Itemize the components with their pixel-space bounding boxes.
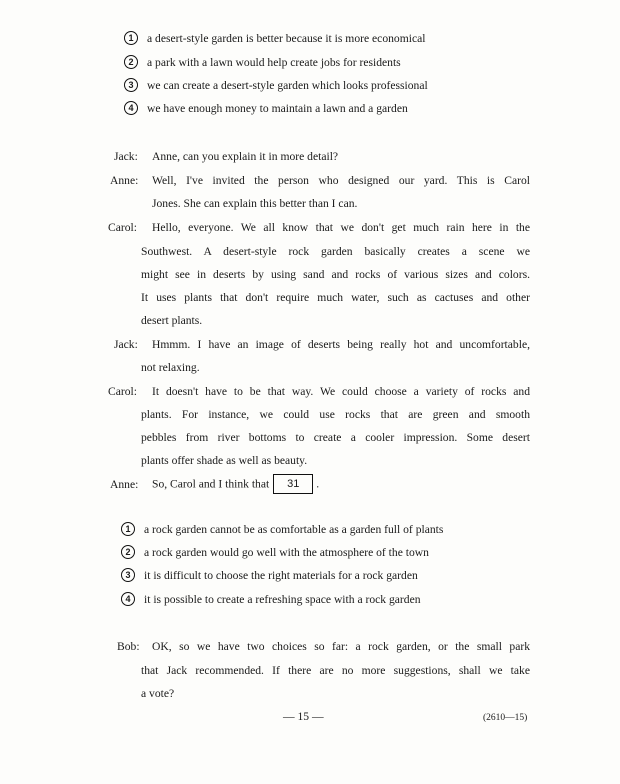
- option-text: a desert-style garden is better because it is more economical: [147, 32, 426, 45]
- option-number-icon: 2: [121, 545, 135, 559]
- dialogue-line: It uses plants that don't require much water, such as cactuses and other: [141, 291, 530, 304]
- option-number-icon: 3: [124, 78, 138, 92]
- speaker-carol: Carol:: [108, 385, 137, 398]
- dialogue-line: desert plants.: [141, 314, 203, 327]
- dialogue-line: Hello, everyone. We all know that we don't get much rain here in the: [152, 221, 530, 234]
- q31-option-3[interactable]: [121, 569, 418, 583]
- q31-option-4[interactable]: [121, 593, 421, 607]
- option-text: it is difficult to choose the right materials for a rock garden: [144, 569, 418, 582]
- dialogue-line: Jones. She can explain this better than I can.: [152, 197, 358, 210]
- dialogue-line: Well, I've invited the person who designed our yard. This is Carol: [152, 174, 530, 187]
- dialogue-line: pebbles from river bottoms to create a cooler impression. Some desert: [141, 431, 530, 444]
- q31-option-2[interactable]: [121, 546, 429, 560]
- dialogue-line: OK, so we have two choices so far: a rock garden, or the small park: [152, 640, 530, 653]
- option-number-icon: 4: [121, 592, 135, 606]
- dialogue-line: Southwest. A desert-style rock garden basically creates a scene we: [141, 245, 530, 258]
- option-number-icon: 2: [124, 55, 138, 69]
- dialogue-line: a vote?: [141, 687, 175, 700]
- dialogue-line: that Jack recommended. If there are no more suggestions, shall we take: [141, 664, 530, 677]
- dialogue-line: Anne, can you explain it in more detail?: [152, 150, 339, 163]
- speaker-anne: Anne:: [110, 478, 139, 491]
- dialogue-text-end: .: [316, 477, 320, 491]
- answer-blank-31[interactable]: 31: [273, 474, 313, 494]
- q30-option-4[interactable]: [124, 102, 408, 116]
- dialogue-line: plants. For instance, we could use rocks that are green and smooth: [141, 408, 530, 421]
- option-text: a rock garden would go well with the atmosphere of the town: [144, 546, 429, 559]
- option-number-icon: 4: [124, 101, 138, 115]
- option-text: we have enough money to maintain a lawn and a garden: [147, 102, 408, 115]
- speaker-jack: Jack:: [114, 338, 138, 351]
- dialogue-line: It doesn't have to be that way. We could choose a variety of rocks and: [152, 385, 530, 398]
- q30-option-2[interactable]: [124, 56, 401, 70]
- option-text: a rock garden cannot be as comfortable as a garden full of plants: [144, 523, 444, 536]
- speaker-jack: Jack:: [114, 150, 138, 163]
- option-number-icon: 1: [121, 522, 135, 536]
- q30-option-3[interactable]: [124, 79, 428, 93]
- dialogue-line: not relaxing.: [141, 361, 200, 374]
- option-text: it is possible to create a refreshing space with a rock garden: [144, 593, 421, 606]
- dialogue-line: Hmmm. I have an image of deserts being really hot and uncomfortable,: [152, 338, 530, 351]
- speaker-bob: Bob:: [117, 640, 140, 653]
- speaker-carol: Carol:: [108, 221, 137, 234]
- dialogue-line: might see in deserts by using sand and rocks of various sizes and colors.: [141, 268, 530, 281]
- option-text: a park with a lawn would help create jobs for residents: [147, 56, 401, 69]
- speaker-anne: Anne:: [110, 174, 139, 187]
- dialogue-line-with-blank: [152, 475, 319, 495]
- option-number-icon: 1: [124, 31, 138, 45]
- option-number-icon: 3: [121, 568, 135, 582]
- exam-code: (2610—15): [483, 713, 528, 723]
- dialogue-text: So, Carol and I think that: [152, 477, 270, 491]
- q30-option-1[interactable]: [124, 32, 425, 46]
- option-text: we can create a desert-style garden which looks professional: [147, 79, 428, 92]
- page-number: — 15 —: [283, 710, 324, 723]
- q31-option-1[interactable]: [121, 523, 443, 537]
- dialogue-line: plants offer shade as well as beauty.: [141, 454, 308, 467]
